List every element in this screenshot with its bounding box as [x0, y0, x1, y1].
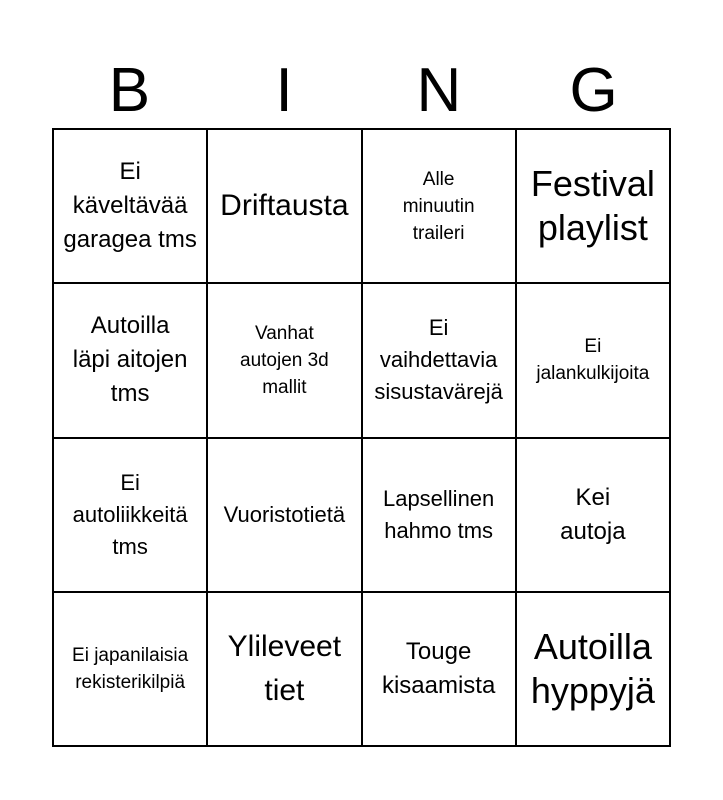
bingo-cell-text: Driftausta — [220, 189, 349, 223]
bingo-cell[interactable] — [207, 283, 361, 437]
bingo-cell[interactable] — [53, 438, 207, 592]
bingo-cell[interactable] — [362, 283, 516, 437]
bingo-cell[interactable] — [53, 592, 207, 746]
bingo-cell-text: Kei autoja — [560, 483, 626, 545]
bingo-cell[interactable] — [516, 283, 670, 437]
bingo-cell-text: Ei vaihdettavia sisustavärejä — [374, 315, 503, 405]
bingo-cell[interactable] — [207, 438, 361, 592]
bingo-cell-text: Autoilla läpi aitojen tms — [72, 312, 188, 408]
bingo-board — [52, 128, 671, 747]
header-letter-b: B — [108, 56, 151, 125]
bingo-cell-text: Autoilla hyppyjä — [530, 625, 655, 711]
bingo-cell-text: Touge kisaamista — [381, 637, 496, 699]
header-letter-n: N — [416, 56, 462, 125]
bingo-cell-text: Ylileveet tiet — [227, 629, 342, 707]
bingo-cell-text: Alle minuutin traileri — [402, 168, 475, 244]
bingo-cell[interactable] — [207, 592, 361, 746]
bingo-cell[interactable] — [516, 129, 670, 283]
bingo-cell[interactable] — [362, 129, 516, 283]
bingo-cell[interactable] — [53, 283, 207, 437]
bingo-cell-text: Vanhat autojen 3d mallit — [240, 322, 329, 398]
bingo-cell[interactable] — [362, 592, 516, 746]
bingo-cell-text: Lapsellinen hahmo tms — [382, 485, 495, 543]
bingo-cell-text: Festival playlist — [530, 163, 655, 249]
bingo-cell-text: Vuoristotietä — [223, 501, 346, 527]
header-letter-i: I — [275, 56, 293, 125]
bingo-cell[interactable] — [207, 129, 361, 283]
bingo-cell[interactable] — [516, 438, 670, 592]
bingo-cell[interactable] — [362, 438, 516, 592]
header-letter-g: G — [569, 56, 618, 125]
bingo-cell-text: Ei jalankulkijoita — [536, 336, 650, 385]
bingo-cell-text: Ei autoliikkeitä tms — [72, 469, 188, 559]
bingo-cell[interactable] — [53, 129, 207, 283]
bingo-cell-text: Ei japanilaisia rekisterikilpiä — [72, 644, 189, 693]
bingo-cell-text: Ei käveltävää garagea tms — [63, 158, 197, 254]
bingo-header — [52, 56, 671, 126]
bingo-cell[interactable] — [516, 592, 670, 746]
